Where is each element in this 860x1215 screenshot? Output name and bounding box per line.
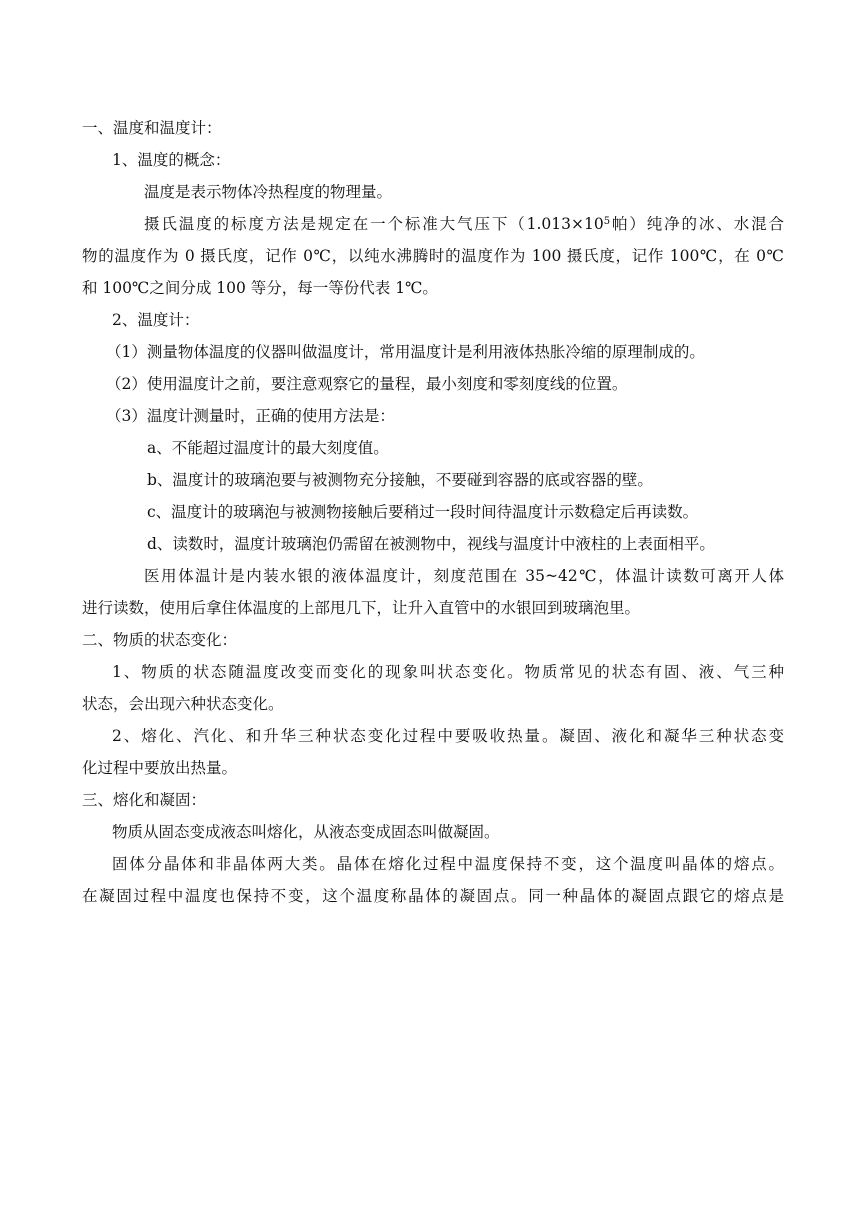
paragraph-temperature-definition: 温度是表示物体冷热程度的物理量。 bbox=[144, 183, 393, 201]
paragraph-crystal-line-1: 固体分晶体和非晶体两大类。晶体在熔化过程中温度保持不变，这个温度叫晶体的熔点。 bbox=[112, 855, 784, 873]
list-item-3: （3）温度计测量时，正确的使用方法是： bbox=[106, 407, 395, 425]
sub-item-b: b、温度计的玻璃泡要与被测物充分接触，不要碰到容器的底或容器的壁。 bbox=[147, 471, 653, 489]
paragraph-state-change-1-line-2: 状态，会出现六种状态变化。 bbox=[82, 695, 284, 713]
celsius-text-a: 摄氏温度的标度方法是规定在一个标准大气压下（1.013×10 bbox=[144, 215, 604, 233]
paragraph-state-change-1-line-1: 1、物质的状态随温度改变而变化的现象叫状态变化。物质常见的状态有固、液、气三种 bbox=[112, 663, 784, 681]
paragraph-state-change-2-line-1: 2、熔化、汽化、和升华三种状态变化过程中要吸收热量。凝固、液化和凝华三种状态变 bbox=[112, 727, 784, 745]
sub-item-d: d、读数时，温度计玻璃泡仍需留在被测物中，视线与温度计中液柱的上表面相平。 bbox=[147, 535, 715, 553]
list-item-1: （1）测量物体温度的仪器叫做温度计，常用温度计是利用液体热胀冷缩的原理制成的。 bbox=[106, 343, 705, 361]
celsius-text-b: 帕）纯净的冰、水混合 bbox=[610, 215, 784, 233]
section-2-heading: 二、物质的状态变化： bbox=[82, 631, 238, 649]
sub-item-c: c、温度计的玻璃泡与被测物接触后要稍过一段时间待温度计示数稳定后再读数。 bbox=[147, 503, 699, 521]
celsius-exponent: 5 bbox=[603, 216, 611, 227]
subsection-1-2-heading: 2、温度计： bbox=[112, 311, 200, 329]
sub-item-a: a、不能超过温度计的最大刻度值。 bbox=[147, 439, 389, 457]
section-1-heading: 一、温度和温度计： bbox=[82, 119, 222, 137]
paragraph-celsius-line-3: 和 100℃之间分成 100 等分，每一等份代表 1℃。 bbox=[82, 279, 438, 297]
section-3-heading: 三、熔化和凝固： bbox=[82, 791, 207, 809]
subsection-1-1-heading: 1、温度的概念： bbox=[112, 151, 231, 169]
paragraph-thermometer-line-2: 进行读数，使用后拿住体温度的上部甩几下，让升入直管中的水银回到玻璃泡里。 bbox=[82, 599, 641, 617]
paragraph-thermometer-line-1: 医用体温计是内装水银的液体温度计，刻度范围在 35~42℃，体温计读数可离开人体 bbox=[144, 567, 784, 585]
paragraph-crystal-line-2: 在凝固过程中温度也保持不变，这个温度称晶体的凝固点。同一种晶体的凝固点跟它的熔点是 bbox=[82, 887, 784, 905]
list-item-2: （2）使用温度计之前，要注意观察它的量程，最小刻度和零刻度线的位置。 bbox=[106, 375, 628, 393]
document-page bbox=[82, 112, 784, 912]
paragraph-celsius-line-2: 物的温度作为 0 摄氏度，记作 0℃，以纯水沸腾时的温度作为 100 摄氏度，记作 100℃，在 0℃ bbox=[82, 247, 784, 265]
paragraph-melting-definition: 物质从固态变成液态叫熔化，从液态变成固态叫做凝固。 bbox=[112, 823, 500, 841]
paragraph-celsius-line-1 bbox=[82, 208, 784, 240]
paragraph-state-change-2-line-2: 化过程中要放出热量。 bbox=[82, 759, 238, 777]
